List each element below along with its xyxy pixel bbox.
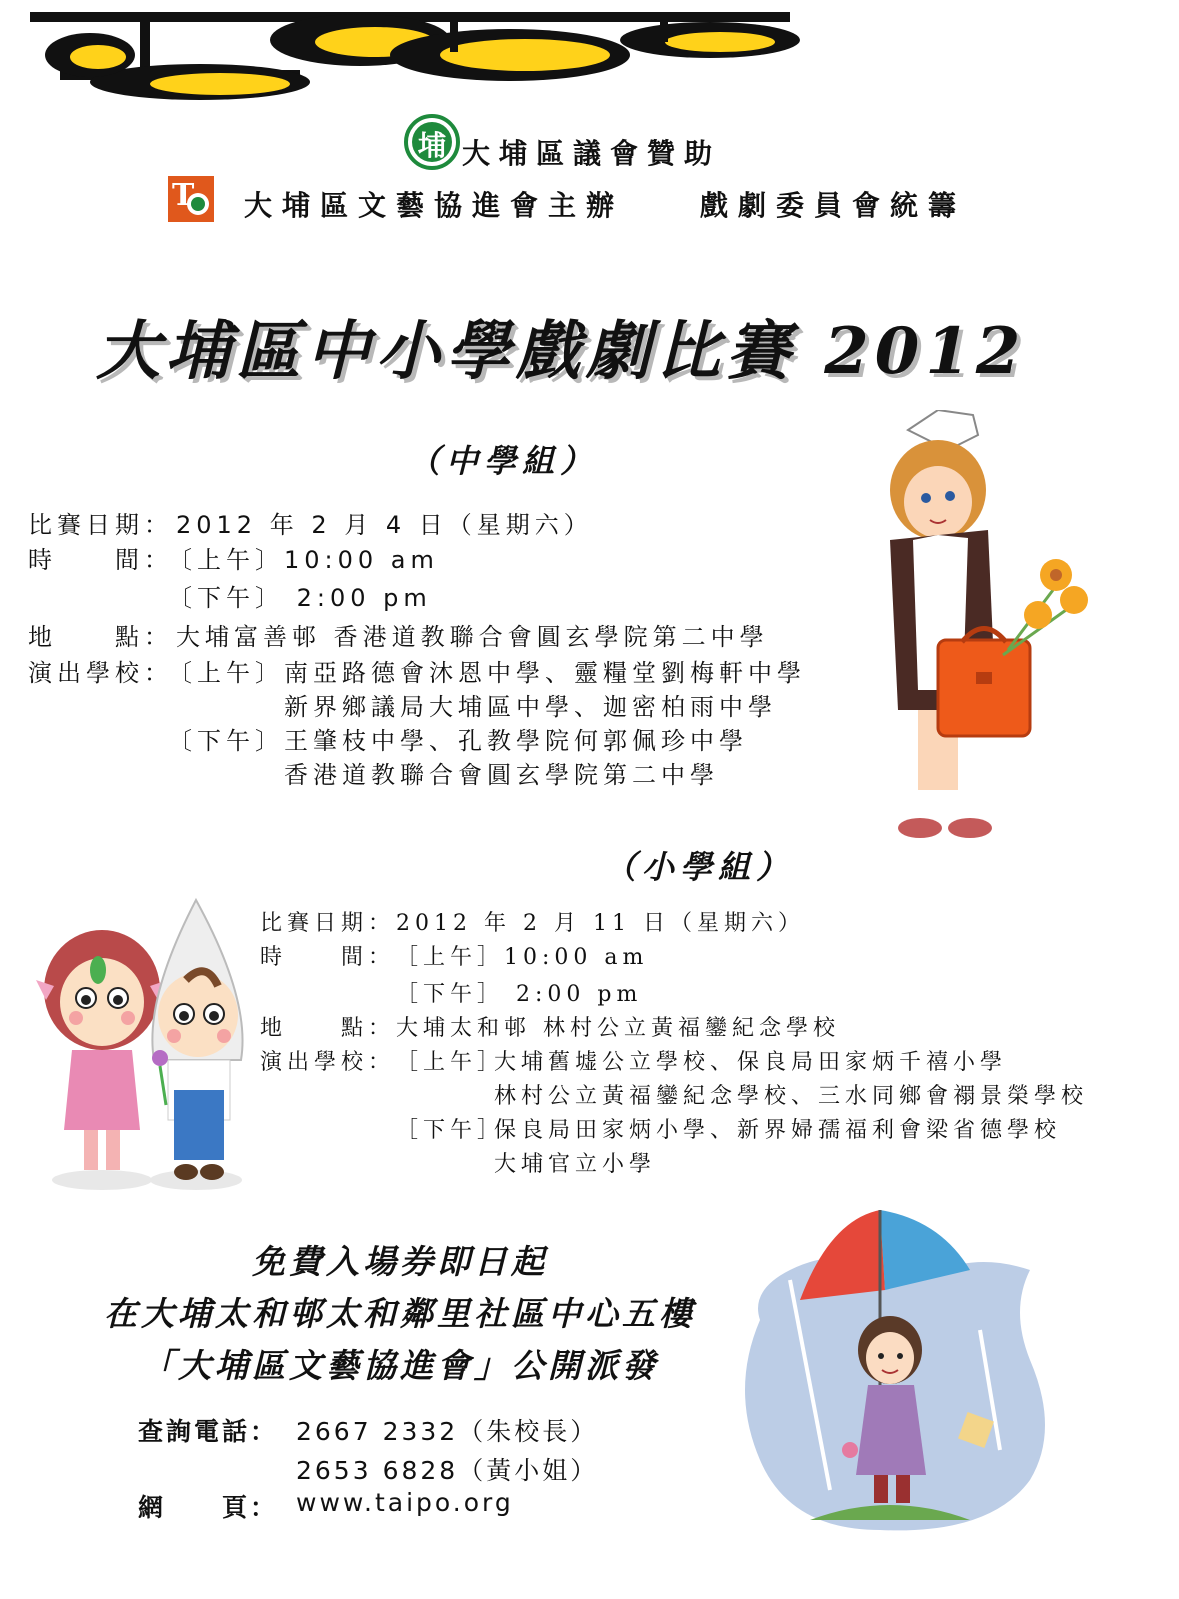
page-title: 大埔區中小學戲劇比賽 2012: [96, 314, 1027, 389]
primary-pm-line1: 保良局田家炳小學、新界婦孺福利會梁省德學校: [494, 1118, 1062, 1143]
secondary-time-label: 時 間：: [28, 546, 173, 574]
stage-spotlights-icon: [30, 0, 800, 108]
arts-association-logo-glyph: T: [172, 178, 195, 213]
primary-date-label: 比賽日期：: [260, 911, 396, 936]
primary-am-line2: 林村公立黃福鑾紀念學校、三水同鄉會禤景榮學校: [494, 1084, 1089, 1109]
secondary-date-label: 比賽日期：: [28, 511, 173, 539]
cartoon-kids-icon: [36, 890, 248, 1200]
secondary-venue-value: 大埔富善邨 香港道教聯合會圓玄學院第二中學: [176, 623, 769, 651]
primary-time-label: 時 間：: [260, 945, 396, 970]
secondary-pm-line1: 王肇枝中學、孔教學院何郭佩珍中學: [284, 727, 748, 755]
primary-am-line1: 大埔舊墟公立學校、保良局田家炳千禧小學: [494, 1050, 1008, 1075]
sponsor-text: 大埔區議會贊助: [462, 137, 722, 170]
ticket-line-1: 免費入場券即日起: [252, 1242, 548, 1281]
primary-am-tag: ［上午］: [396, 1050, 505, 1075]
secondary-am-line2: 新界鄉議局大埔區中學、迦密柏雨中學: [284, 693, 777, 721]
ticket-line-3: 「大埔區文藝協進會」公開派發: [141, 1346, 659, 1385]
secondary-venue-label: 地 點：: [28, 623, 173, 651]
primary-pm-line2: 大埔官立小學: [494, 1152, 657, 1177]
primary-venue-label: 地 點：: [260, 1016, 396, 1041]
primary-date-value: 2012 年 2 月 11 日（星期六）: [396, 911, 805, 936]
contact-phone-1: 2667 2332（朱校長）: [296, 1417, 599, 1446]
primary-time-am: ［上午］10:00 am: [396, 945, 649, 970]
contact-web-link[interactable]: www.taipo.org: [296, 1488, 514, 1517]
district-council-logo-glyph: 埔: [417, 129, 446, 162]
schoolgirl-with-bag-icon: [878, 410, 1088, 850]
coordinator-text: 戲劇委員會統籌: [700, 189, 967, 222]
secondary-pm-tag: 〔下午〕: [168, 727, 284, 755]
primary-pm-tag: ［下午］: [396, 1118, 505, 1143]
contact-web-label: 網 頁：: [138, 1493, 279, 1522]
secondary-time-am: 〔上午〕10:00 am: [168, 546, 439, 574]
primary-venue-value: 大埔太和邨 林村公立黃福鑾紀念學校: [396, 1016, 840, 1041]
secondary-am-line1: 南亞路德會沐恩中學、靈糧堂劉梅軒中學: [284, 659, 806, 687]
primary-time-pm: ［下午］ 2:00 pm: [396, 982, 643, 1007]
arts-association-logo-icon: [168, 176, 214, 222]
contact-phone-label: 查詢電話：: [138, 1417, 279, 1446]
secondary-schools-label: 演出學校：: [28, 659, 173, 687]
primary-schools-label: 演出學校：: [260, 1050, 396, 1075]
primary-group-heading: （小學組）: [604, 848, 795, 886]
secondary-am-tag: 〔上午〕: [168, 659, 284, 687]
secondary-pm-line2: 香港道教聯合會圓玄學院第二中學: [284, 761, 719, 789]
girl-with-umbrella-icon: [730, 1190, 1060, 1545]
contact-phone-2: 2653 6828（黃小姐）: [296, 1456, 599, 1485]
secondary-group-heading: （中學組）: [408, 442, 599, 480]
secondary-date-value: 2012 年 2 月 4 日（星期六）: [176, 511, 593, 539]
organizer-text: 大埔區文藝協進會主辦: [244, 189, 625, 222]
district-council-logo-icon: [404, 114, 460, 170]
secondary-time-pm: 〔下午〕 2:00 pm: [168, 584, 432, 612]
ticket-line-2: 在大埔太和邨太和鄰里社區中心五樓: [104, 1294, 696, 1333]
